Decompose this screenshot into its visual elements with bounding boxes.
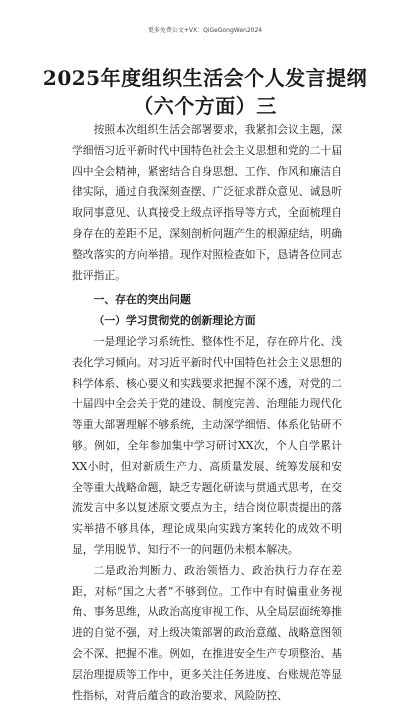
document-title: 2025年度组织生活会个人发言提纲: [42, 66, 368, 90]
subsection-heading: （一）学习贯彻党的创新理论方面: [93, 314, 256, 328]
body-paragraph: 一是理论学习系统性、整体性不足，存在碎片化、浅表化学习倾向。对习近平新时代中国特色社会主义思想的科学体系、核心要义和实践要求把握不深不透，对党的二十届四中全会关于党的建设、制度完善、治理能力现代化等重大部署理解不够系统，主动深学细悟、体系化钻研不够。例如，全年参加集中学习研讨XX次，个人自学累计XX小时，但对新质生产力、高质量发展、统筹发展和安全等重大战略命题，缺乏专题化研读与贯通式思考，在交流发言中多以复述原文要点为主，结合岗位职责提出的落实举措不够具体，理论成果向实践方案转化的成效不明显，学用脱节、知行不一的问题仍未根本解决。: [72, 334, 342, 556]
section-heading: 一、存在的突出问题: [93, 293, 191, 307]
header-watermark: 更多免费公文+VX：QiGeGongWen2024: [147, 27, 263, 34]
body-paragraph: 二是政治判断力、政治领悟力、政治执行力存在差距，对标“国之大者”不够到位。工作中有时偏重业务视角、事务思维，从政治高度审视工作、从全局层面统筹推进的自觉不强，对上级决策部署的政治意蕴、战略意图领会不深、把握不准。例如，在推进安全生产专项整治、基层治理提质等工作中，更多关注任务进度、台账规范等显性指标，对背后蕴含的政治要求、风险防控、: [72, 563, 342, 702]
document-subtitle: （六个方面）三: [133, 94, 277, 118]
document-body: [72, 120, 342, 706]
intro-paragraph: 按照本次组织生活会部署要求，我紧扣会议主题，深学细悟习近平新时代中国特色社会主义思想和党的二十届四中全会精神，紧密结合自身思想、工作、作风和廉洁自律实际，通过自我深刻查摆、广泛征求群众意见、诚恳听取同事意见、认真接受上级点评指导等方式，全面梳理自身存在的差距不足，深刻剖析问题产生的根源症结，明确整改落实的方向举措。现作对照检查如下，恳请各位同志批评指正。: [72, 123, 342, 282]
